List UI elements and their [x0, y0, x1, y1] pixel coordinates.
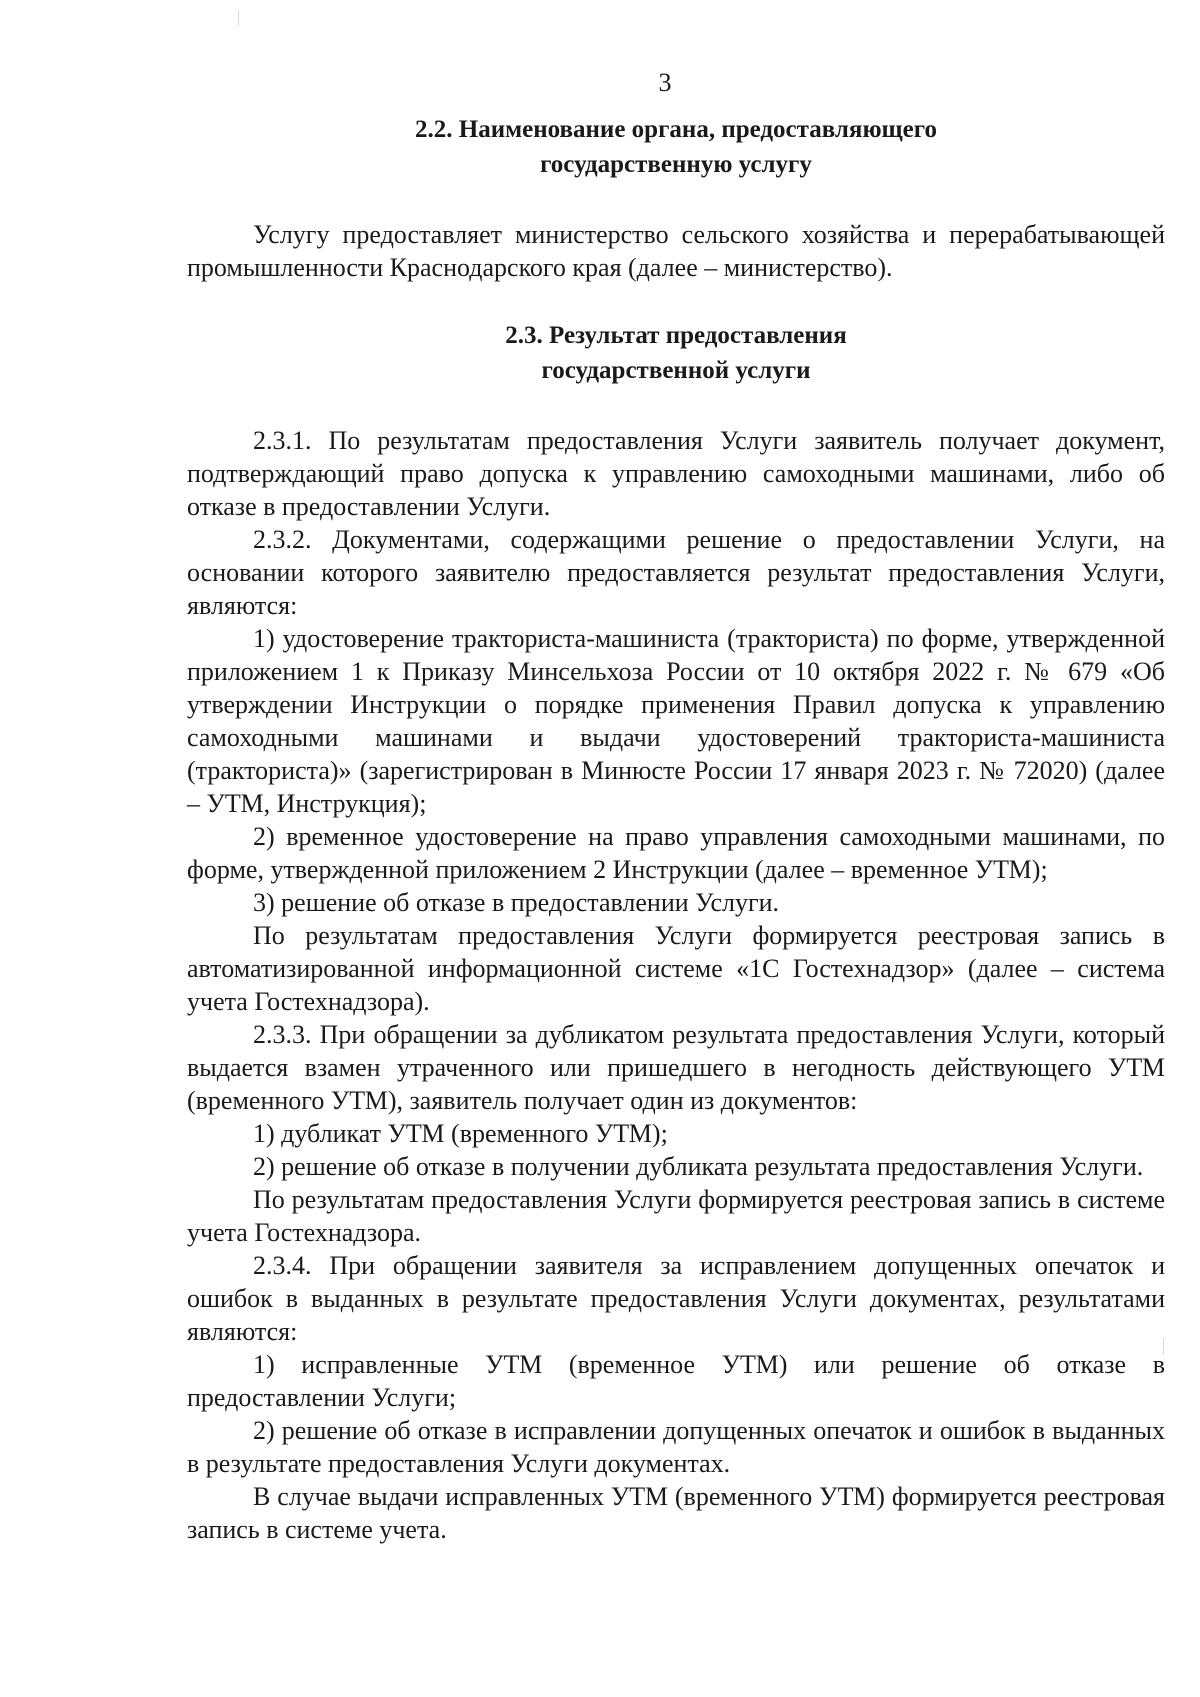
list-item: 3) решение об отказе в предоставлении Услуги.: [253, 888, 780, 917]
heading-line: 2.3. Результат предоставления: [505, 322, 847, 349]
heading-line: государственной услуги: [541, 357, 811, 384]
paragraph: В случае выдачи исправленных УТМ (временного УТМ) формируется реестровая запись в системе учета.: [187, 1482, 1165, 1544]
list-item: 1) удостоверение тракториста-машиниста (тракториста) по форме, утвержденной приложением 1 к Приказу Минсельхоза России от 10 октября 2022 г. № 679 «Об утверждении Инструкции о порядке применения Правил допуска к управлению самоходными машинами и выдачи удостоверений тракториста-машиниста (тракториста)» (зарегистрирован в Минюсте России 17 января 2023 г. № 72020) (далее – УТМ, Инструкция);: [187, 624, 1165, 818]
paragraph: 2.3.3. При обращении за дубликатом результата предоставления Услуги, который выдается взамен утраченного или пришедшего в негодность действующего УТМ (временного УТМ), заявитель получает один из документов:: [187, 1020, 1165, 1115]
page-number: 3: [658, 68, 672, 97]
paragraph: 2.3.1. По результатам предоставления Услуги заявитель получает документ, подтверждающий право допуска к управлению самоходными машинами, либо об отказе в предоставлении Услуги.: [187, 426, 1165, 521]
list-item: 2) временное удостоверение на право управления самоходными машинами, по форме, утвержденной приложением 2 Инструкции (далее – временное УТМ);: [187, 822, 1165, 884]
heading-line: государственную услугу: [540, 151, 812, 178]
paragraph: 2.3.4. При обращении заявителя за исправлением допущенных опечаток и ошибок в выданных в результате предоставления Услуги документах, результатами являются:: [187, 1251, 1165, 1346]
list-item: 1) дубликат УТМ (временного УТМ);: [253, 1119, 668, 1148]
list-item: 2) решение об отказе в исправлении допущенных опечаток и ошибок в выданных в результате предоставления Услуги документах.: [187, 1416, 1165, 1478]
list-item: 2) решение об отказе в получении дубликата результата предоставления Услуги.: [253, 1152, 1144, 1181]
section-heading-2-2: [187, 112, 1165, 182]
section-heading-2-3: [187, 318, 1165, 388]
paragraph: По результатам предоставления Услуги формируется реестровая запись в системе учета Гостехнадзора.: [187, 1185, 1165, 1247]
paragraph: 2.3.2. Документами, содержащими решение о предоставлении Услуги, на основании которого заявителю предоставляется результат предоставления Услуги, являются:: [187, 525, 1165, 620]
scan-mark: [238, 10, 239, 26]
list-item: 1) исправленные УТМ (временное УТМ) или решение об отказе в предоставлении Услуги;: [187, 1350, 1165, 1412]
document-body: [187, 112, 1165, 1546]
heading-line: 2.2. Наименование органа, предоставляющего: [415, 116, 937, 143]
paragraph: Услугу предоставляет министерство сельского хозяйства и перерабатывающей промышленности Краснодарского края (далее – министерство).: [187, 220, 1165, 282]
paragraph: По результатам предоставления Услуги формируется реестровая запись в автоматизированной информационной системе «1С Гостехнадзор» (далее – система учета Гостехнадзора).: [187, 921, 1165, 1016]
